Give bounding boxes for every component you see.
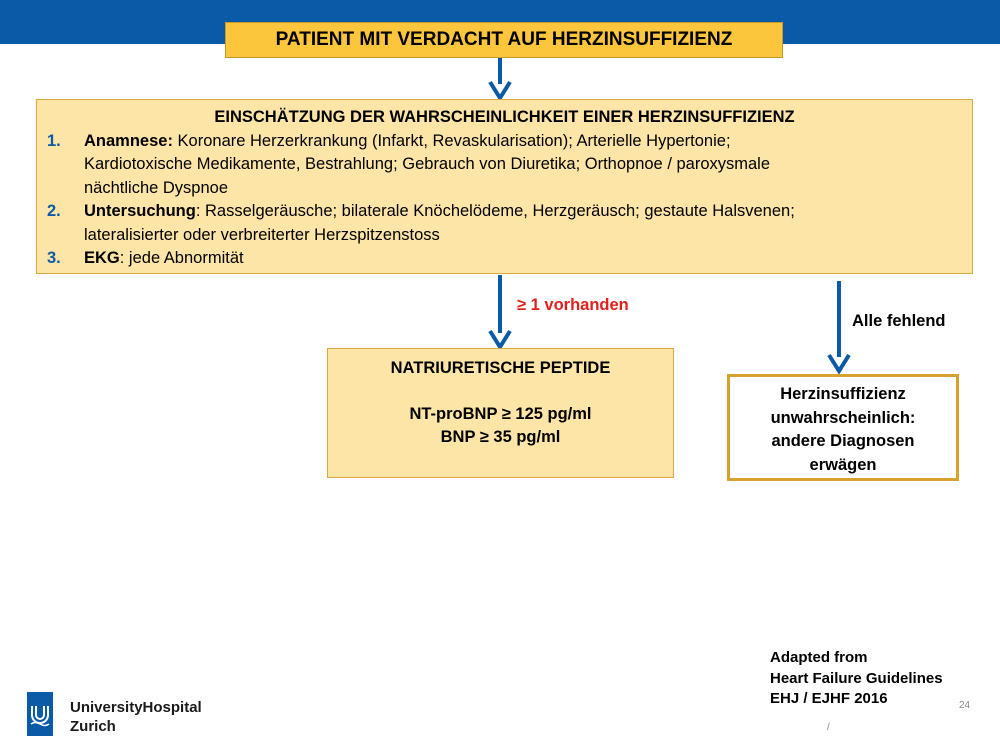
assessment-item: [47, 130, 962, 201]
item-number: 3.: [47, 249, 61, 267]
assessment-heading: EINSCHÄTZUNG DER WAHRSCHEINLICHKEIT EINER HERZINSUFFIZIENZ: [214, 108, 795, 126]
assessment-box: [36, 99, 973, 274]
item-line: nächtliche Dyspnoe: [84, 178, 229, 197]
item-label: EKG: [84, 249, 120, 267]
item-line: : jede Abnormität: [119, 249, 244, 267]
item-text: [84, 200, 962, 247]
unlikely-line: Herzinsuffizienz: [780, 385, 906, 403]
institution-line1: UniversityHospital: [70, 699, 202, 716]
item-number: 2.: [47, 202, 61, 220]
source-line: Adapted from: [770, 649, 868, 666]
ntprobnp-threshold: NT-proBNP ≥ 125 pg/ml: [409, 405, 592, 423]
item-text: [84, 130, 962, 201]
assessment-item: [47, 247, 962, 271]
item-line: Kardiotoxische Medikamente, Bestrahlung; Gebrauch von Diuretika; Orthopnoe / paroxysmale: [84, 155, 771, 173]
unlikely-line: unwahrscheinlich:: [770, 408, 916, 427]
arrow-assessment-to-unlikely: [829, 281, 849, 371]
branch-absent-label: Alle fehlend: [852, 312, 946, 330]
item-line: : Rasselgeräusche; bilaterale Knöchelödeme, Herzgeräusch; gestaute Halsvenen;: [195, 202, 795, 220]
natriuretic-peptides-box: [327, 348, 674, 478]
item-label: Anamnese:: [84, 131, 173, 150]
usz-logo-icon: [27, 692, 53, 736]
branch-present-label: ≥ 1 vorhanden: [517, 296, 629, 314]
page-number: 24: [959, 700, 971, 711]
arrow-title-to-assessment: [490, 58, 510, 98]
source-line: EHJ / EJHF 2016: [770, 690, 888, 707]
item-text: [84, 247, 962, 271]
arrow-assessment-to-peptides: [490, 275, 510, 347]
footer-mark: /: [827, 722, 830, 733]
unlikely-line: erwägen: [809, 455, 877, 474]
diagram-title-text: PATIENT MIT VERDACHT AUF HERZINSUFFIZIENZ: [275, 29, 733, 50]
assessment-item: [47, 200, 962, 247]
unlikely-line: andere Diagnosen: [771, 432, 915, 450]
institution-line2: Zurich: [70, 718, 116, 735]
institution-name: [70, 698, 202, 736]
natriuretic-heading: NATRIURETISCHE PEPTIDE: [390, 359, 611, 377]
unlikely-box: [727, 374, 959, 481]
source-line: Heart Failure Guidelines: [770, 669, 943, 687]
item-line: lateralisierter oder verbreiterter Herzspitzenstoss: [84, 225, 440, 244]
bnp-threshold: BNP ≥ 35 pg/ml: [440, 428, 561, 446]
item-number: 1.: [47, 131, 61, 150]
source-note: [770, 648, 943, 710]
item-line: Koronare Herzerkrankung (Infarkt, Revaskularisation); Arterielle Hypertonie;: [177, 131, 731, 150]
item-label: Untersuchung: [84, 202, 196, 220]
